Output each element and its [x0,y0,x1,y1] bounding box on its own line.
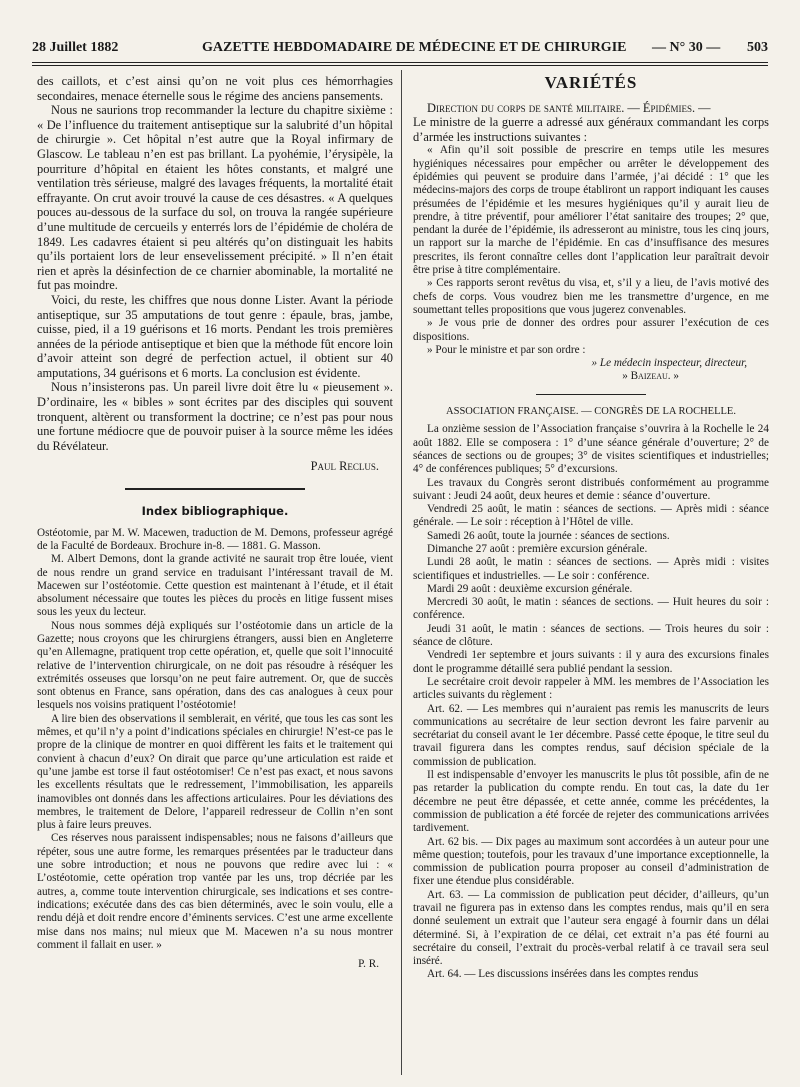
association-heading: ASSOCIATION FRANÇAISE. — CONGRÈS DE LA ROCHELLE. [446,405,736,417]
direction-intro: Le ministre de la guerre a adressé aux généraux commandant les corps d’armée les instructions suivantes : [413,115,769,144]
signature-line: » Le médecin inspecteur, directeur, [591,357,747,370]
paragraph: Nous ne saurions trop recommander la lecture du chapitre sixième : « De l’influence du traitement antiseptique sur la salubrité d’un hôpital de chirurgie ». Cet hôpital n’est autre que la Royal infirmary de Glascow. Le tableau n’en est pas brillant. La pyohémie, l’érysipèle, la pourriture d’hôpital en étaient les hôtes constants, et malgré une ventilation très sérieuse, malgré des lavages fréquents, la mortalité était effrayante. On crut avoir trouvé la cause de ces désastres. « A quelques pouces au-dessous de la surface du sol, on trouva la rangée supérieure d’une multitude de cercueils y enterrés lors de l’épidémie de choléra de 1849. Les cadavres étaient si peu altérés qu’on distinguait les habits qu’ils portaient lors de leur ensevelissement précipité. » Il n’en était rien et après la désinfection de ce charnier abominable, la mortalité ne fut pas moindre. [37,103,393,293]
section-title: VARIÉTÉS [544,73,638,92]
paragraph: des caillots, et c’est ainsi qu’on ne voit plus ces hémorrhagies secondaires, menace éternelle sous le régime des anciens pansements. [37,74,393,103]
journal-title: GAZETTE HEBDOMADAIRE DE MÉDECINE ET DE CHIRURGIE [202,40,627,55]
author-signature: Paul Reclus. [310,459,379,474]
issue-date: 28 Juillet 1882 [32,40,119,55]
paragraph: Art. 64. — Les discussions insérées dans les comptes rendus [427,968,699,981]
paragraph: Voici, du reste, les chiffres que nous donne Lister. Avant la période antiseptique, sur 35 amputations de tout genre : épaule, bras, jambe, cuisse, pied, il a 19 guérisons et 16 morts. Pendant les trois premières années de la période antiseptique et bien que la méthode fût encore loin d’avoir atteint son degré de perfection actuel, il obtient sur 40 amputations, 34 guérisons et 6 morts. La conclusion est évidente. [37,292,393,380]
paragraph: Les travaux du Congrès seront distribués conformément au programme suivant : Jeudi 24 août, deux heures et demie : séance d’ouverture. [413,476,769,502]
paragraph: Dimanche 27 août : première excursion générale. [427,542,648,555]
paragraph: Nous n’insisterons pas. Un pareil livre doit être lu « pieusement ». D’ordinaire, les « bibles » sont écrites par des disciples qui souvent tronquent, altèrent ou transforment la doctrine; ce n’est pas pour nous une fortune médiocre que de pouvoir puiser à la source même les idées du Révélateur. [37,380,393,453]
column-divider [401,70,402,1075]
paragraph: Il est indispensable d’envoyer les manuscrits le plus tôt possible, afin de ne pas retarder la publication du compte rendu. En tout cas, la date du 1er décembre ne peut être dépassée, et cette année, comme les précédentes, la commission de publication a été forcée de rejeter des communications arrivées tardivement. [413,769,769,835]
paragraph: » Pour le ministre et par son ordre : [427,343,586,356]
issue-number: — N° 30 — [652,40,721,55]
paragraph: » Ces rapports seront revêtus du visa, et, s’il y a lieu, de l’avis motivé des chefs de corps. Vous voudrez bien me les transmettre d’urgence, en me soumettant telles propositions que vous jugerez convenables. [413,277,769,316]
paragraph: Mercredi 30 août, le matin : séances de sections. — Huit heures du soir : conférence. [413,596,769,622]
paragraph: Nous nous sommes déjà expliqués sur l’ostéotomie dans un article de la Gazette; nous croyons que les chirurgiens étrangers, aussi bien en Angleterre qu’en Allemagne, pratiquent trop cette opération, et, quelle que soit l’innocuité relative de l’intervention chirurgicale, on ne doit pas résoudre à réséquer les extrémités osseuses que lorsqu’on ne peut faire autrement. Or, que de succès sont obtenus en France, sans opération, dans des cas analogues à ceux pour lesquels nos voisins pratiquent l’ostéotomie! [37,619,393,712]
paragraph: Vendredi 1er septembre et jours suivants : il y aura des excursions finales dont le programme détaillé sera publié pendant la session. [413,649,769,675]
page-header [32,40,768,62]
paragraph: Mardi 29 août : deuxième excursion générale. [427,582,633,595]
review-signature: P. R. [358,958,379,971]
header-rule [32,62,768,63]
paragraph: Jeudi 31 août, le matin : séances de sections. — Trois heures du soir : séance de clôture. [413,622,769,649]
paragraph: Art. 63. — La commission de publication peut décider, d’ailleurs, qu’un travail ne figurera pas in extenso dans les comptes rendus, mais qu’il en sera donné seulement un extrait que l’auteur sera engagé à fournir dans un délai déterminé. Si, à l’expiration de ce délai, cet extrait n’a pas été fourni au secrétaire du conseil, l’extrait du procès-verbal relatif à ce travail sera seul inséré. [413,888,769,968]
paragraph: « Afin qu’il soit possible de prescrire en temps utile les mesures hygiéniques nécessaires pour empêcher ou arrêter le développement des épidémies qui peuvent se produire dans l’armée, j’ai décidé : 1° que les médecins-majors des corps de troupe établiront un rapport indiquant les causes présumées de l’épidémie et les mesures hygiéniques qu’il y aurait lieu de prendre, à titre préventif, pour améliorer l’état sanitaire des troupes; 2° que, pendant la durée de l’épidémie, ils adresseront au ministre, tous les cinq jours, un rapport sur la marche de l’épidémie. En cas d’insuffisance des mesures prescrites, ils feront connaître celles dont l’application leur paraîtrait devoir être prise à titre complémentaire. [413,144,769,277]
paragraph: Ces réserves nous paraissent indispensables; nous ne faisons d’ailleurs que répéter, sous une autre forme, les remarques présentées par le traducteur dans une sobre introduction; et nous ne pouvons que redire avec lui : « L’ostéotomie, cette opération trop vantée par les uns, trop décriée par les autres, a, comme toute intervention chirurgicale, ses indications et ses contre-indications; exécutée dans des cas bien déterminés, avec le soin voulu, elle a rendu déjà et doit rendre encore d’éminents services. C’est une arme excellente mise dans nos mains; nul mieux que M. Macewen n’a su nous montrer comment il fallait en user. » [37,832,393,951]
paragraph: » Je vous prie de donner des ordres pour assurer l’exécution de ces dispositions. [413,317,769,343]
paragraph: Samedi 26 août, toute la journée : séances de sections. [427,529,670,542]
paragraph: A lire bien des observations il semblerait, en vérité, que tous les cas sont les mêmes, et qu’il n’y a point d’indications spéciales en chirurgie! N’est-ce pas le propre de la clinique de montrer en quoi diffèrent les faits et le traitement qui convient à chacun d’eux? On dirait que parce qu’une articulation est raide et qu’une jambe est torse il faut ostéotomiser! Ce n’est pas exact, et nous savons les excellents résultats que le redressement, l’immobilisation, les appareils inamovibles ont donnés dans les affections articulaires. Pour les déviations des membres, le traitement de Delore, l’appareil redresseur de Collin n’en sont plus à faire leurs preuves. [37,712,393,832]
paragraph: Art. 62 bis. — Dix pages au maximum sont accordées à un auteur pour une même question; toutefois, pour les travaux d’une importance exceptionnelle, la commission de publication pourra proposer au conseil d’administration de fixer une étendue plus considérable. [413,835,769,888]
paragraph: La onzième session de l’Association française s’ouvrira à la Rochelle le 24 août 1882. Elle se composera : 1° d’une séance générale d’ouverture; 2° de séances de sections ou de groupes; 3° de visites scientifiques et industrielles; 4° de conférences publiques; 5° d’excursions. [413,423,769,476]
section-separator [125,488,305,490]
header-rule-2 [32,65,768,66]
index-entry: Ostéotomie, par M. W. Macewen, traduction de M. Demons, professeur agrégé de la Faculté de Bordeaux. Brochure in-8. — 1881. G. Masson. [37,526,393,552]
paragraph: Art. 62. — Les membres qui n’auraient pas remis les manuscrits de leurs communications au secrétaire de leur section devront les faire parvenir au secrétariat du conseil avant le 1er décembre. Passé cette époque, le titre seul du travail figurera dans les comptes rendus, sauf décision spéciale de la commission de publication. [413,702,769,768]
paragraph: Vendredi 25 août, le matin : séances de sections. — Après midi : séance générale. — Le soir : réception à l’Hôtel de ville. [413,503,769,529]
paragraph: Le secrétaire croit devoir rappeler à MM. les membres de l’Association les articles suivants du règlement : [413,675,769,702]
direction-heading: Direction du corps de santé militaire. — Épidémies. — [427,100,711,115]
paragraph: M. Albert Demons, dont la grande activité ne saurait trop être louée, vient de nous rendre un grand service en traduisant l’intéressant travail de M. Macewen sur l’ostéotomie. Cette question est maintenant à l’étude, et il était absolument nécessaire que toutes les pièces du procès en litige fussent mises sous les yeux du lecteur. [37,553,393,619]
paragraph: Lundi 28 août, le matin : séances de sections. — Après midi : visites scientifiques et industrielles. — Le soir : conférence. [413,556,769,582]
right-column [413,74,769,982]
page-number: 503 [747,40,768,55]
signature-name: » Baizeau. » [622,370,679,383]
section-separator [536,394,646,395]
left-column [37,74,393,971]
index-title: Index bibliographique. [141,504,289,519]
